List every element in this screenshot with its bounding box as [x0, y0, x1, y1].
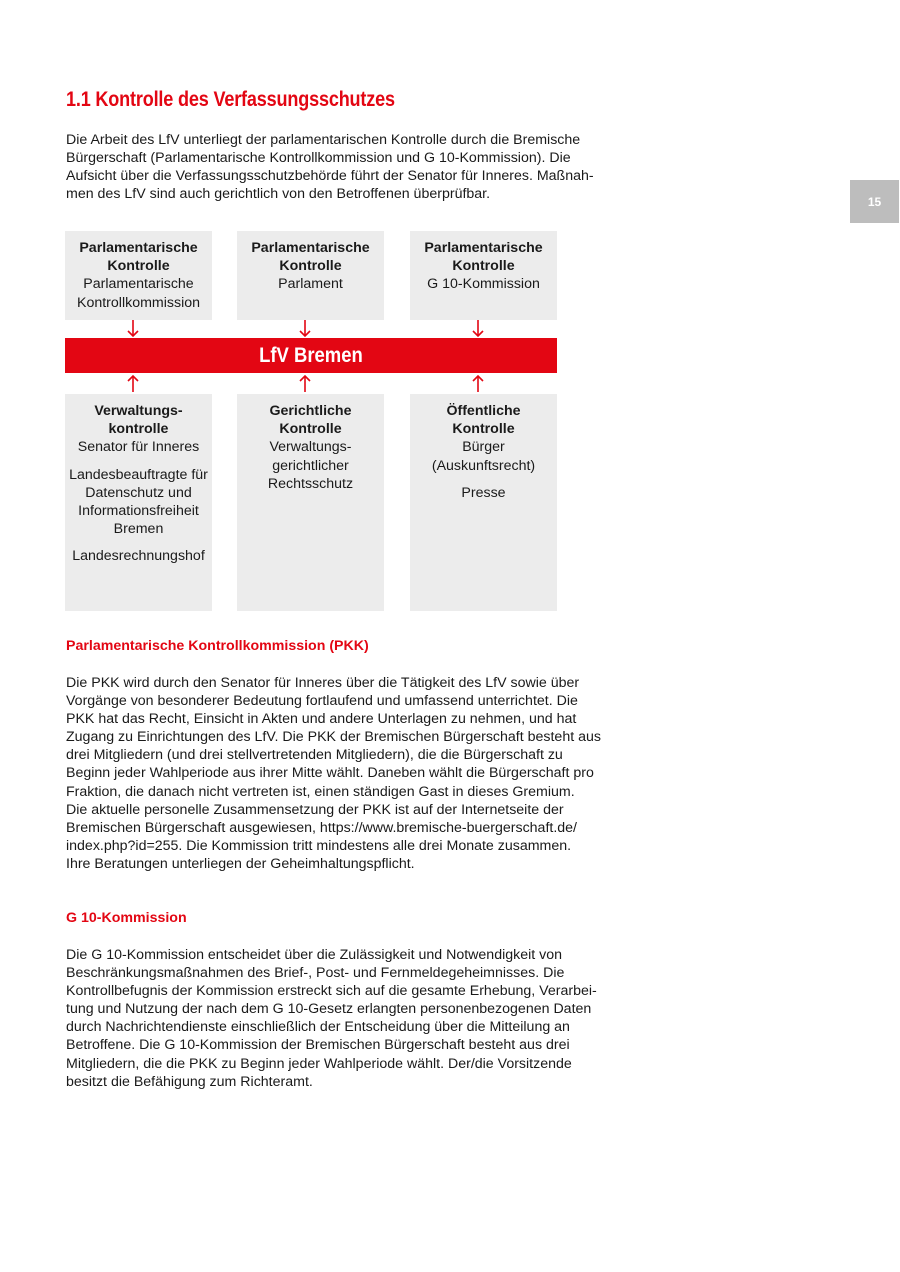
- arrow-up-icon: [472, 374, 484, 392]
- box-title: Kontrolle: [107, 258, 170, 275]
- box-line: G 10-Kommission: [427, 276, 540, 293]
- intro-paragraph: [66, 131, 626, 203]
- box-line: (Auskunftsrecht): [431, 457, 536, 474]
- box-line: Kontrollkommission: [77, 294, 200, 311]
- pkk-line: index.php?id=255. Die Kommission tritt mindestens alle drei Monate zusammen.: [66, 837, 572, 854]
- box-title: Parlamentarische: [79, 240, 198, 256]
- arrow-down-icon: [299, 320, 311, 338]
- arrow-down-icon: [127, 320, 139, 338]
- box-line: Informationsfreiheit: [78, 503, 199, 520]
- top-box-g10: [410, 231, 557, 320]
- intro-line: Bürgerschaft (Parlamentarische Kontrollkommission und G 10-Kommission). Die: [66, 150, 571, 167]
- g10-line: tung und Nutzung der nach dem G 10-Gesetz erlangten personenbezogenen Daten: [66, 1001, 592, 1018]
- box-title: Gerichtliche: [269, 403, 352, 419]
- pkk-line: Bremischen Bürgerschaft ausgewiesen, https://www.bremische-buergerschaft.de/: [66, 819, 577, 836]
- pkk-line: Die PKK wird durch den Senator für Inneres über die Tätigkeit des LfV sowie über: [66, 675, 580, 691]
- pkk-line: Vorgänge von besonderer Bedeutung fortlaufend und umfassend unterrichtet. Die: [66, 693, 578, 710]
- box-line: Landesrechnungshof: [72, 548, 205, 565]
- lfv-center-bar: [65, 338, 557, 373]
- g10-line: durch Nachrichtendienste einschließlich der Entscheidung über die Mitteilung an: [66, 1019, 570, 1036]
- g10-line: Beschränkungsmaßnahmen des Brief-, Post- und Fernmeldegeheimnisses. Die: [66, 965, 565, 982]
- box-title: Kontrolle: [452, 421, 515, 438]
- bottom-box-verwaltung: [65, 394, 212, 611]
- lfv-label: LfV Bremen: [259, 343, 363, 367]
- page-number: 15: [867, 194, 882, 209]
- intro-line: men des LfV sind auch gerichtlich von den Betroffenen überprüfbar.: [66, 186, 491, 203]
- box-title: Kontrolle: [279, 258, 342, 275]
- intro-line: Aufsicht über die Verfassungsschutzbehörde führt der Senator für Inneres. Maßnah-: [66, 168, 594, 185]
- pkk-line: drei Mitgliedern (und drei stellvertretenden Mitgliedern), die die Bürgerschaft zu: [66, 747, 563, 764]
- box-line: Datenschutz und: [85, 484, 192, 501]
- box-title: Verwaltungs-: [94, 403, 183, 419]
- box-title: Parlamentarische: [251, 240, 370, 256]
- g10-line: Kontrollbefugnis der Kommission erstreckt sich auf die gesamte Erhebung, Verarbei-: [66, 983, 597, 1000]
- arrow-down-icon: [472, 320, 484, 338]
- page-number-tab: [850, 180, 899, 223]
- box-line: Verwaltungs-: [269, 439, 352, 456]
- g10-heading: G 10-Kommission: [66, 910, 187, 926]
- pkk-line: PKK hat das Recht, Einsicht in Akten und andere Unterlagen zu nehmen, und hat: [66, 711, 577, 728]
- bottom-box-oeffentlich: [410, 394, 557, 611]
- box-title: Öffentliche: [446, 403, 521, 419]
- g10-paragraph: [66, 946, 626, 1091]
- intro-line: Die Arbeit des LfV unterliegt der parlamentarischen Kontrolle durch die Bremische: [66, 132, 581, 148]
- pkk-line: Die aktuelle personelle Zusammensetzung der PKK ist auf der Internetseite der: [66, 801, 564, 818]
- pkk-paragraph: [66, 674, 626, 873]
- pkk-line: Beginn jeder Wahlperiode aus ihrer Mitte wählt. Daneben wählt die Bürgerschaft pro: [66, 765, 594, 782]
- box-title: kontrolle: [108, 421, 169, 438]
- top-box-parlament: [237, 231, 384, 320]
- top-box-pkk: [65, 231, 212, 320]
- g10-line: Die G 10-Kommission entscheidet über die Zulässigkeit und Notwendigkeit von: [66, 947, 563, 963]
- box-title: Kontrolle: [452, 258, 515, 275]
- arrow-up-icon: [127, 374, 139, 392]
- pkk-heading: Parlamentarische Kontrollkommission (PKK): [66, 638, 369, 654]
- pkk-line: Ihre Beratungen unterliegen der Geheimhaltungspflicht.: [66, 855, 415, 872]
- arrow-up-icon: [299, 374, 311, 392]
- box-line: Parlamentarische: [83, 276, 194, 293]
- pkk-line: Fraktion, die danach nicht vertreten ist, einen ständigen Gast in dieses Gremium.: [66, 783, 575, 800]
- g10-line: Betroffene. Die G 10-Kommission der Bremischen Bürgerschaft besteht aus drei: [66, 1037, 570, 1054]
- box-title: Kontrolle: [279, 421, 342, 438]
- pkk-line: Zugang zu Einrichtungen des LfV. Die PKK der Bremischen Bürgerschaft besteht aus: [66, 729, 601, 746]
- g10-line: Mitgliedern, die die PKK zu Beginn jeder Wahlperiode wählt. Der/die Vorsitzende: [66, 1055, 572, 1072]
- box-line: Bürger: [462, 439, 505, 456]
- box-line: Rechtsschutz: [267, 475, 354, 492]
- box-line: Presse: [461, 484, 506, 501]
- box-title: Parlamentarische: [424, 240, 543, 256]
- box-line: Parlament: [278, 276, 343, 293]
- box-line: Landesbeauftragte für: [69, 466, 208, 483]
- box-line: Senator für Inneres: [77, 439, 200, 456]
- box-line: gerichtlicher: [272, 457, 349, 474]
- g10-line: besitzt die Befähigung zum Richteramt.: [66, 1073, 313, 1090]
- section-title: 1.1 Kontrolle des Verfassungsschutzes: [66, 88, 395, 111]
- bottom-box-gericht: [237, 394, 384, 611]
- box-line: Bremen: [113, 521, 164, 538]
